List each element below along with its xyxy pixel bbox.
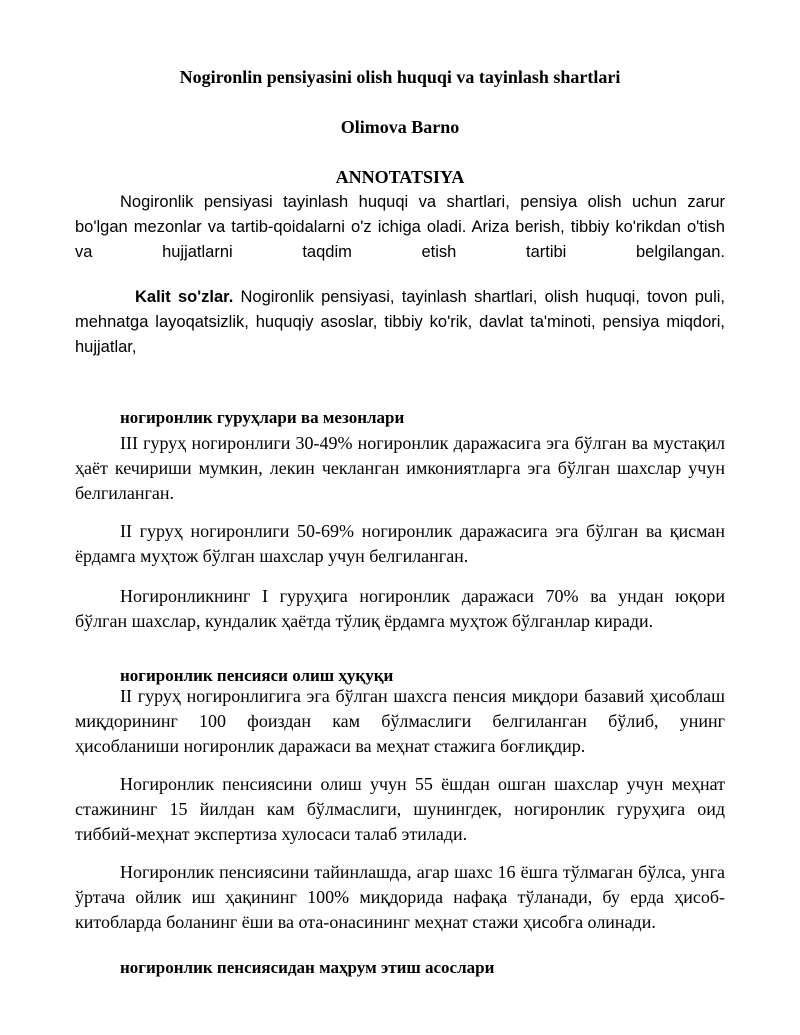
paragraph-group2-line-1: II гуруҳ ногиронлиги 50-69% ногиронлик даражасига эга бўлган ва қисман [120,521,725,541]
paragraph-amount-line-2: миқдорининг 100 фоиздан кам бўлмаслиги белгиланган бўлиб, унинг [75,711,725,731]
paragraph-group3-line-3: белгиланган. [75,483,175,503]
annotation-line-3: va hujjatlarni taqdim etish tartibi belgilangan. [75,243,725,261]
paragraph-group2-line-2: ёрдамга муҳтож бўлган шахслар учун белгиланган. [75,546,469,566]
annotation-line-1: Nogironlik pensiyasi tayinlash huquqi va shartlari, pensiya olish uchun zarur [120,193,725,211]
section-heading-deprivation: ногиронлик пенсиясидан маҳрум этиш асослари [120,958,495,977]
paragraph-amount-line-3: ҳисобланиши ногиронлик даражаси ва меҳнат стажига боғлиқдир. [75,736,586,756]
section-heading-groups: ногиронлик гуруҳлари ва мезонлари [120,408,405,427]
paragraph-stage-line-2: стажининг 15 йилдан кам бўлмаслиги, шунингдек, ногиронлик гуруҳига оид [75,799,725,819]
paragraph-child-line-1: Ногиронлик пенсиясини тайинлашда, агар шахс 16 ёшга тўлмаган бўлса, унга [120,862,725,882]
keywords-text-1: Nogironlik pensiyasi, tayinlash shartlari, olish huquqi, tovon puli, [233,288,726,306]
keywords-line-2: mehnatga layoqatsizlik, huquqiy asoslar, tibbiy ko'rik, davlat ta'minoti, pensiya miqdori, [75,313,725,331]
document-title: Nogironlin pensiyasini olish huquqi va tayinlash shartlari [179,67,621,87]
paragraph-group1-line-1: Ногиронликнинг I гуруҳига ногиронлик даражаси 70% ва ундан юқори [120,586,725,606]
paragraph-child-line-3: китобларда боланинг ёши ва ота-онасининг меҳнат стажи ҳисобга олинади. [75,912,656,932]
paragraph-child-line-2: ўртача ойлик иш ҳақининг 100% миқдорида нафақа тўланади, бу ерда ҳисоб- [75,887,725,907]
author-name: Olimova Barno [340,117,460,137]
paragraph-group3-line-2: ҳаёт кечириши мумкин, лекин чекланган имкониятларга эга бўлган шахслар учун [75,458,725,478]
paragraph-stage-line-3: тиббий-меҳнат экспертиза хулосаси талаб этилади. [75,824,468,844]
paragraph-group3-line-1: III гуруҳ ногиронлиги 30-49% ногиронлик даражасига эга бўлган ва мустақил [120,433,725,453]
paragraph-group1-line-2: бўлган шахслар, кундалик ҳаётда тўлиқ ёрдамга муҳтож бўлганлар киради. [75,611,654,631]
section-heading-rights: ногиронлик пенсияси олиш ҳуқуқи [120,666,394,685]
paragraph-amount-line-1: II гуруҳ ногиронлигига эга бўлган шахсга пенсия миқдори базавий ҳисоблаш [120,686,725,706]
paragraph-stage-line-1: Ногиронлик пенсиясини олиш учун 55 ёшдан ошган шахслар учун меҳнат [120,774,725,794]
annotation-line-2: bo'lgan mezonlar va tartib-qoidalarni o'z ichiga oladi. Ariza berish, tibbiy ko'rikdan o'tish [75,218,725,236]
keywords-line-3: hujjatlar, [75,338,137,356]
annotation-heading: ANNOTATSIYA [335,167,465,187]
keywords-line-1 [75,284,725,310]
keywords-label: Kalit so'zlar. [135,288,234,306]
